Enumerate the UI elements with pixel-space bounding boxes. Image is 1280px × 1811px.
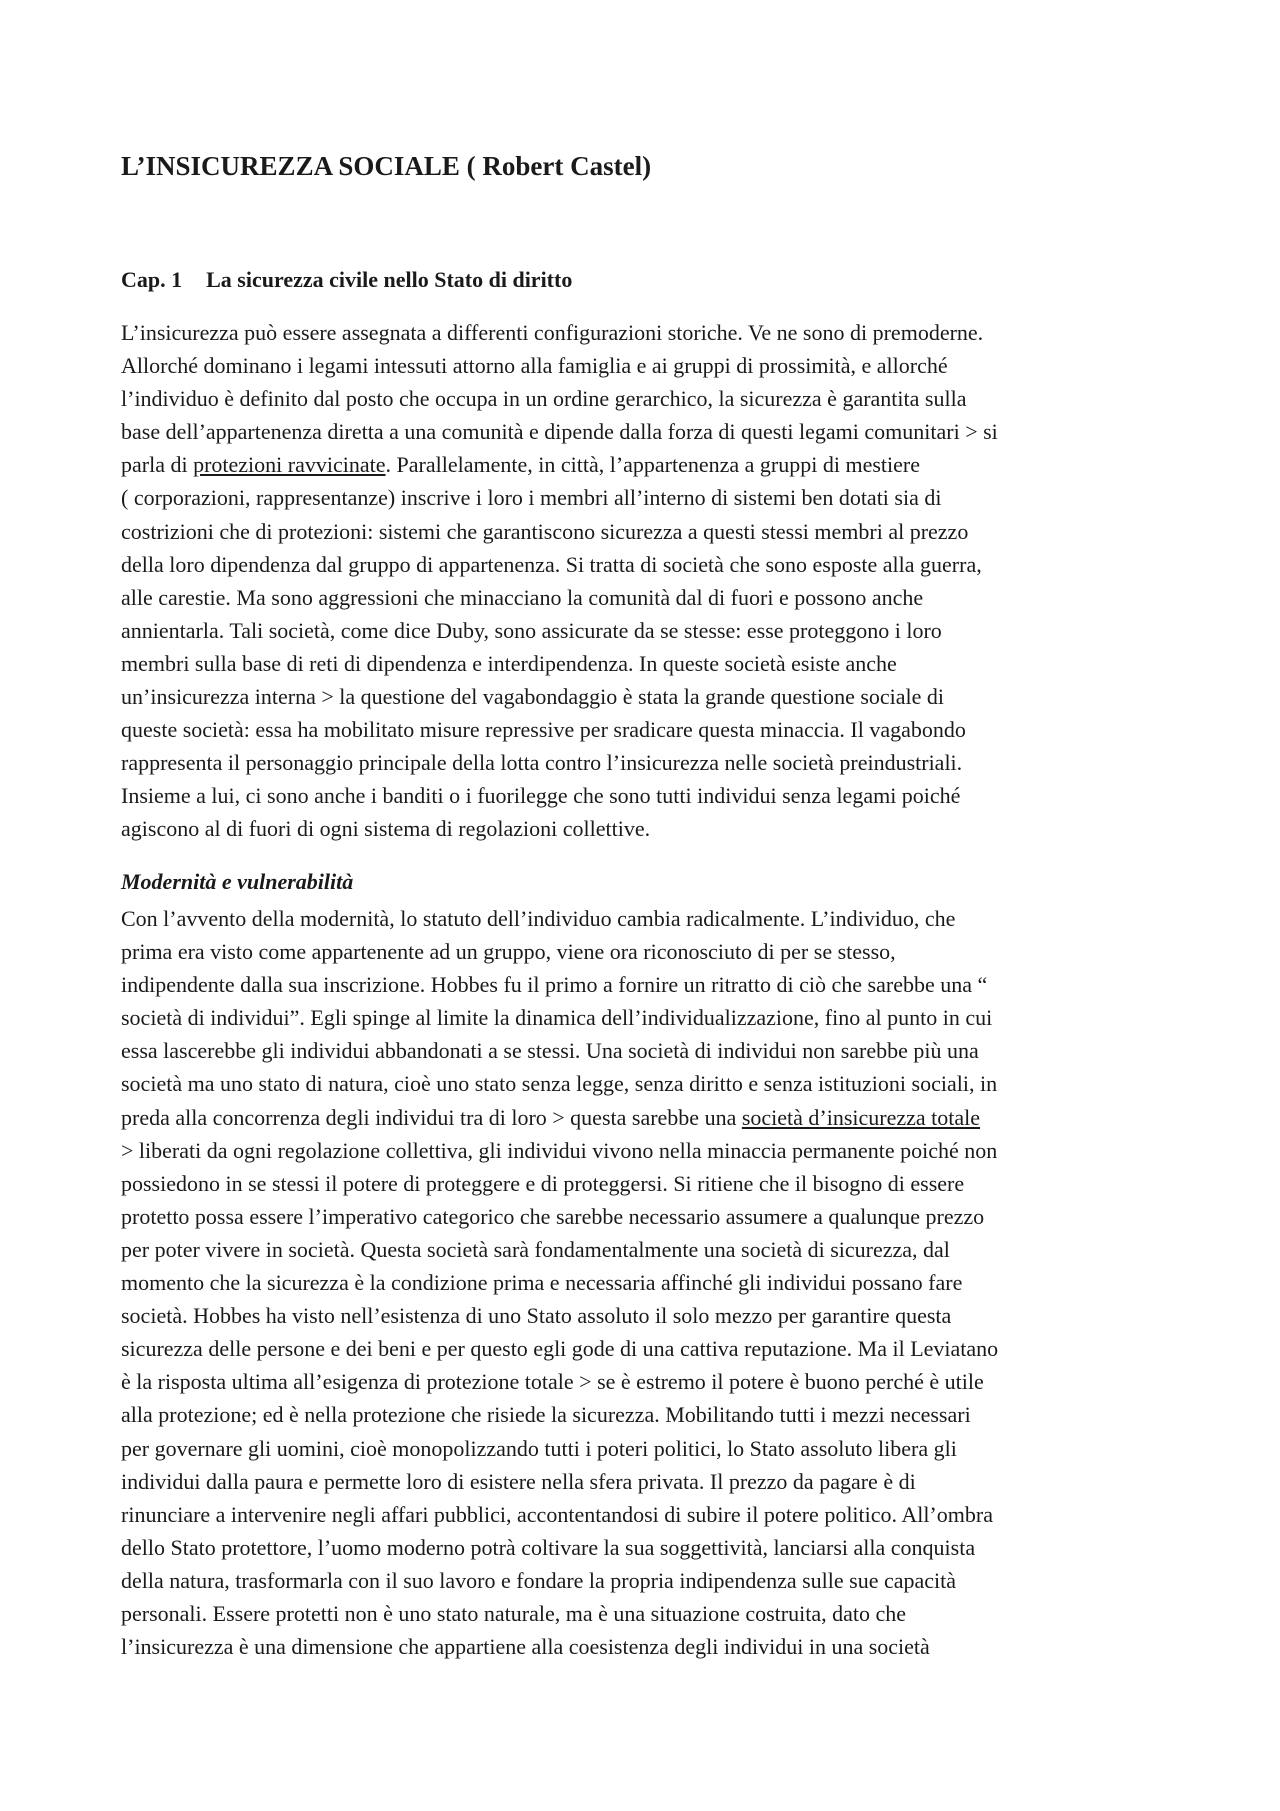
text-line: momento che la sicurezza è la condizione prima e necessaria affinché gli individui possano fare — [121, 1270, 963, 1296]
paragraph-premodern — [121, 316, 1161, 846]
text-fragment: . Parallelamente, in città, l’appartenenza a gruppi di mestiere — [385, 452, 921, 478]
text-line: dello Stato protettore, l’uomo moderno potrà coltivare la sua soggettività, lanciarsi alla conquista — [121, 1534, 976, 1560]
chapter-title: La sicurezza civile nello Stato di diritto — [206, 267, 573, 292]
text-line: costrizioni che di protezioni: sistemi che garantiscono sicurezza a questi stessi membri al prezzo — [121, 518, 969, 544]
text-line: agiscono al di fuori di ogni sistema di regolazioni collettive. — [121, 816, 651, 842]
text-line: società di individui”. Egli spinge al limite la dinamica dell’individualizzazione, fino al punto in cui — [121, 1005, 993, 1031]
underlined-term: protezioni ravvicinate — [193, 452, 386, 478]
text-line: > liberati da ogni regolazione collettiva, gli individui vivono nella minaccia permanente poiché non — [121, 1137, 998, 1163]
text-line: è la risposta ultima all’esigenza di protezione totale > se è estremo il potere è buono perché è utile — [121, 1369, 984, 1395]
paragraph-modernity — [121, 902, 1161, 1663]
text-line: ( corporazioni, rappresentanze) inscrive i loro i membri all’interno di sistemi ben dotati sia di — [121, 485, 942, 511]
text-line: l’insicurezza è una dimensione che appartiene alla coesistenza degli individui in una società — [121, 1634, 930, 1660]
text-line: società. Hobbes ha visto nell’esistenza di uno Stato assoluto il solo mezzo per garantire questa — [121, 1303, 952, 1329]
text-line: indipendente dalla sua inscrizione. Hobbes fu il primo a fornire un ritratto di ciò che sarebbe una “ — [121, 972, 988, 998]
text-line: per poter vivere in società. Questa società sarà fondamentalmente una società di sicurezza, dal — [121, 1236, 950, 1262]
section-heading: Modernità e vulnerabilità — [121, 869, 354, 894]
text-line: possiedono in se stessi il potere di proteggere e di proteggersi. Si ritiene che il bisogno di essere — [121, 1170, 965, 1196]
text-line: un’insicurezza interna > la questione del vagabondaggio è stata la grande questione sociale di — [121, 684, 945, 710]
text-line: società ma uno stato di natura, cioè uno stato senza legge, senza diritto e senza istituzioni sociali, in — [121, 1071, 998, 1097]
document-title: L’INSICUREZZA SOCIALE ( Robert Castel) — [121, 151, 652, 181]
text-line: della natura, trasformarla con il suo lavoro e fondare la propria indipendenza sulle sue capacità — [121, 1567, 957, 1593]
text-line: base dell’appartenenza diretta a una comunità e dipende dalla forza di questi legami comunitari > si — [121, 419, 998, 445]
text-line: alla protezione; ed è nella protezione che risiede la sicurezza. Mobilitando tutti i mezzi necessari — [121, 1402, 971, 1428]
text-line: sicurezza delle persone e dei beni e per questo egli gode di una cattiva reputazione. Ma il Leviatano — [121, 1336, 999, 1362]
text-line: rinunciare a intervenire negli affari pubblici, accontentandosi di subire il potere politico. All’ombra — [121, 1501, 993, 1527]
text-line: individui dalla paura e permette loro di esistere nella sfera privata. Il prezzo da pagare è di — [121, 1468, 916, 1494]
text-line — [121, 1101, 1161, 1134]
text-line: alle carestie. Ma sono aggressioni che minacciano la comunità dal di fuori e possono anche — [121, 584, 924, 610]
text-line: per governare gli uomini, cioè monopolizzando tutti i poteri politici, lo Stato assoluto libera gli — [121, 1435, 957, 1461]
text-line: annientarla. Tali società, come dice Duby, sono assicurate da se stesse: esse proteggono i loro — [121, 617, 942, 643]
text-line: essa lascerebbe gli individui abbandonati a se stessi. Una società di individui non sarebbe più una — [121, 1038, 979, 1064]
text-line: Insieme a lui, ci sono anche i banditi o i fuorilegge che sono tutti individui senza legami poiché — [121, 783, 961, 809]
text-line: queste società: essa ha mobilitato misure repressive per sradicare questa minaccia. Il vagabondo — [121, 717, 966, 743]
text-line: rappresenta il personaggio principale della lotta contro l’insicurezza nelle società preindustriali. — [121, 750, 963, 776]
text-line: personali. Essere protetti non è uno stato naturale, ma è una situazione costruita, dato che — [121, 1600, 907, 1626]
text-line — [121, 448, 1161, 481]
text-fragment: preda alla concorrenza degli individui tra di loro > questa sarebbe una — [121, 1104, 742, 1130]
text-line: Con l’avvento della modernità, lo statuto dell’individuo cambia radicalmente. L’individuo, che — [121, 906, 956, 931]
text-line: Allorché dominano i legami intessuti attorno alla famiglia e ai gruppi di prossimità, e allorché — [121, 353, 948, 379]
underlined-term: società d’insicurezza totale — [741, 1104, 981, 1130]
chapter-number: Cap. 1 — [121, 267, 183, 292]
text-line: L’insicurezza può essere assegnata a differenti configurazioni storiche. Ve ne sono di premoderne. — [121, 320, 984, 345]
text-fragment: parla di — [121, 452, 194, 478]
text-line: prima era visto come appartenente ad un gruppo, viene ora riconosciuto di per se stesso, — [121, 939, 896, 965]
text-line: l’individuo è definito dal posto che occupa in un ordine gerarchico, la sicurezza è garantita sulla — [121, 386, 967, 412]
text-line: protetto possa essere l’imperativo categorico che sarebbe necessario assumere a qualunque prezzo — [121, 1203, 985, 1229]
chapter-heading — [121, 266, 572, 295]
text-line: della loro dipendenza dal gruppo di appartenenza. Si tratta di società che sono esposte alla guerra, — [121, 551, 982, 577]
text-line: membri sulla base di reti di dipendenza e interdipendenza. In queste società esiste anche — [121, 650, 897, 676]
